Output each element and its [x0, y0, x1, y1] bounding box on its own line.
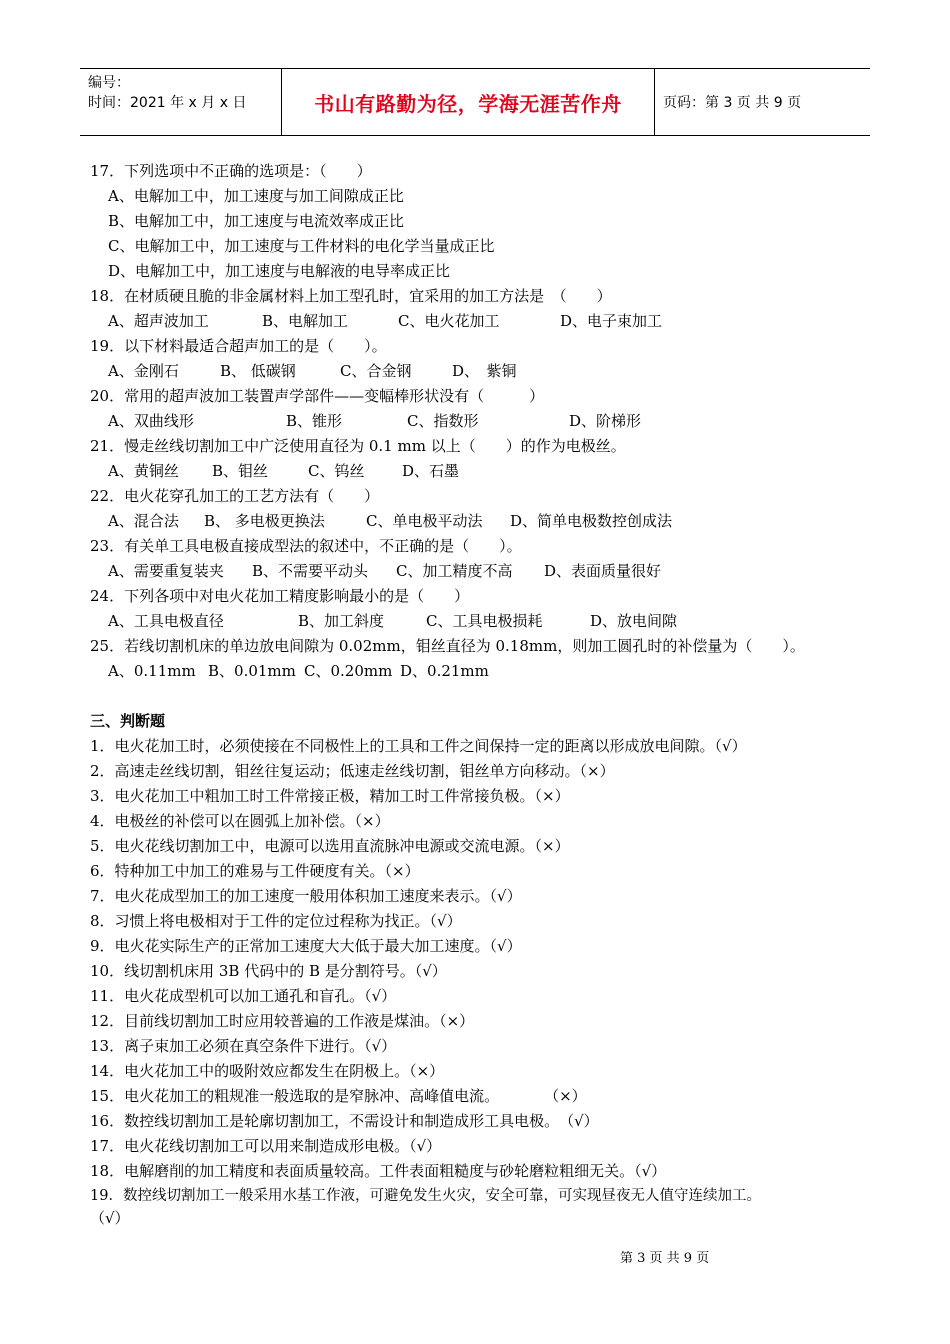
question-19: 19．以下材料最适合超声加工的是（ ）。: [90, 337, 387, 355]
judgement-item: 16．数控线切割加工是轮廓切割加工，不需设计和制造成形工具电极。 （√）: [90, 1112, 599, 1130]
option-20-a: A、双曲线形: [108, 412, 194, 430]
option-21-a: A、黄铜丝: [108, 462, 179, 480]
option-25-d: D、0.21mm: [400, 662, 489, 680]
judgement-item: 6．特种加工中加工的难易与工件硬度有关。（×）: [90, 862, 420, 880]
judgement-item: 1．电火花加工时，必须使接在不同极性上的工具和工件之间保持一定的距离以形成放电间隙。（√）: [90, 737, 747, 755]
option-19-c: C、合金钢: [340, 362, 412, 380]
options-19: [108, 361, 517, 381]
question-25: 25．若线切割机床的单边放电间隙为 0.02mm，钼丝直径为 0.18mm，则加工圆孔时的补偿量为（ ）。: [90, 637, 805, 655]
option-25-a: A、0.11mm: [108, 662, 196, 680]
option-23-b: B、不需要平动头: [252, 562, 369, 580]
option-18-b: B、电解加工: [262, 312, 349, 330]
option-25-c: C、0.20mm: [304, 662, 393, 680]
footer-page-number: 第 3 页 共 9 页: [620, 1251, 710, 1266]
option-20-b: B、锥形: [286, 412, 343, 430]
judgement-item: 13．离子束加工必须在真空条件下进行。（√）: [90, 1037, 397, 1055]
judgement-item: 9．电火花实际生产的正常加工速度大大低于最大加工速度。（√）: [90, 937, 522, 955]
options-21: [108, 461, 459, 481]
option-23-c: C、加工精度不高: [396, 562, 513, 580]
option-22-a: A、混合法: [108, 512, 179, 530]
option-20-c: C、指数形: [407, 412, 479, 430]
header-page-number: 页码：第 3 页 共 9 页: [663, 95, 802, 111]
options-22: [108, 511, 672, 531]
options-18: [108, 311, 662, 331]
option-23-d: D、表面质量很好: [544, 562, 662, 580]
option-23-a: A、需要重复装夹: [108, 562, 224, 580]
option-21-d: D、石墨: [402, 462, 460, 480]
option-24-c: C、工具电极损耗: [426, 612, 543, 630]
document-number-label: 编号：: [88, 75, 130, 91]
option-19-d: D、 紫铜: [452, 362, 517, 380]
judgement-item: 2．高速走丝线切割，钼丝往复运动；低速走丝线切割，钼丝单方向移动。（×）: [90, 762, 615, 780]
option-18-a: A、超声波加工: [108, 312, 209, 330]
option-24-b: B、加工斜度: [298, 612, 385, 630]
judgement-item: 10．线切割机床用 3B 代码中的 B 是分割符号。（√）: [90, 962, 447, 980]
judgement-item: 11．电火花成型机可以加工通孔和盲孔。（√）: [90, 987, 397, 1005]
question-17: 17．下列选项中不正确的选项是：（ ）: [90, 162, 372, 180]
options-20: [108, 411, 641, 431]
options-23: [108, 561, 661, 581]
options-24: [108, 611, 677, 631]
judgement-item-continuation: （√）: [90, 1209, 130, 1227]
judgement-item: 18．电解磨削的加工精度和表面质量较高。工件表面粗糙度与砂轮磨粒粗细无关。（√）: [90, 1162, 667, 1180]
judgement-item: 12．目前线切割加工时应用较普遍的工作液是煤油。（×）: [90, 1012, 475, 1030]
option-20-d: D、阶梯形: [569, 412, 642, 430]
option-19-a: A、金刚石: [108, 362, 179, 380]
question-24: 24．下列各项中对电火花加工精度影响最小的是（ ）: [90, 587, 470, 605]
option-21-b: B、钼丝: [212, 462, 269, 480]
page-header: [80, 68, 870, 136]
question-23: 23．有关单工具电极直接成型法的叙述中，不正确的是（ ）。: [90, 537, 522, 555]
judgement-item: 15．电火花加工的粗规准一般选取的是窄脉冲、高峰值电流。 （×）: [90, 1087, 587, 1105]
document-time-label: 时间：2021 年 x 月 x 日: [88, 95, 247, 111]
option-25-b: B、0.01mm: [208, 662, 296, 680]
question-21: 21．慢走丝线切割加工中广泛使用直径为 0.1 mm 以上（ ）的作为电极丝。: [90, 437, 626, 455]
option-24-d: D、放电间隙: [590, 612, 678, 630]
judgement-item: 8．习惯上将电极相对于工件的定位过程称为找正。（√）: [90, 912, 462, 930]
option-17-b: B、电解加工中，加工速度与电流效率成正比: [108, 212, 405, 230]
question-20: 20．常用的超声波加工装置声学部件——变幅棒形状没有（ ）: [90, 387, 545, 405]
judgement-item: 17．电火花线切割加工可以用来制造成形电极。（√）: [90, 1137, 442, 1155]
option-19-b: B、 低碳钢: [220, 362, 296, 380]
judgement-item: 4．电极丝的补偿可以在圆弧上加补偿。（×）: [90, 812, 390, 830]
option-17-c: C、电解加工中，加工速度与工件材料的电化学当量成正比: [108, 237, 495, 255]
section-title-judgement: 三、判断题: [90, 712, 166, 730]
option-24-a: A、工具电极直径: [108, 612, 224, 630]
judgement-item: 19．数控线切割加工一般采用水基工作液，可避免发生火灾，安全可靠，可实现昼夜无人值守连续加工。: [90, 1188, 761, 1204]
option-18-c: C、电火花加工: [398, 312, 500, 330]
question-18: 18．在材质硬且脆的非金属材料上加工型孔时，宜采用的加工方法是 （ ）: [90, 287, 612, 305]
header-motto: 书山有路勤为径，学海无涯苦作舟: [282, 69, 655, 135]
judgement-item: 3．电火花加工中粗加工时工件常接正极，精加工时工件常接负极。（×）: [90, 787, 570, 805]
option-17-d: D、电解加工中，加工速度与电解液的电导率成正比: [108, 262, 451, 280]
judgement-item: 5．电火花线切割加工中，电源可以选用直流脉冲电源或交流电源。（×）: [90, 837, 570, 855]
header-info: [80, 69, 282, 135]
option-22-d: D、简单电极数控创成法: [510, 512, 673, 530]
options-25: [108, 661, 489, 681]
judgement-item: 14．电火花加工中的吸附效应都发生在阴极上。（×）: [90, 1062, 445, 1080]
option-21-c: C、钨丝: [308, 462, 365, 480]
question-22: 22．电火花穿孔加工的工艺方法有（ ）: [90, 487, 380, 505]
option-22-b: B、 多电极更换法: [204, 512, 325, 530]
option-18-d: D、电子束加工: [560, 312, 663, 330]
option-17-a: A、电解加工中，加工速度与加工间隙成正比: [108, 187, 404, 205]
judgement-item: 7．电火花成型加工的加工速度一般用体积加工速度来表示。（√）: [90, 887, 522, 905]
option-22-c: C、单电极平动法: [366, 512, 483, 530]
